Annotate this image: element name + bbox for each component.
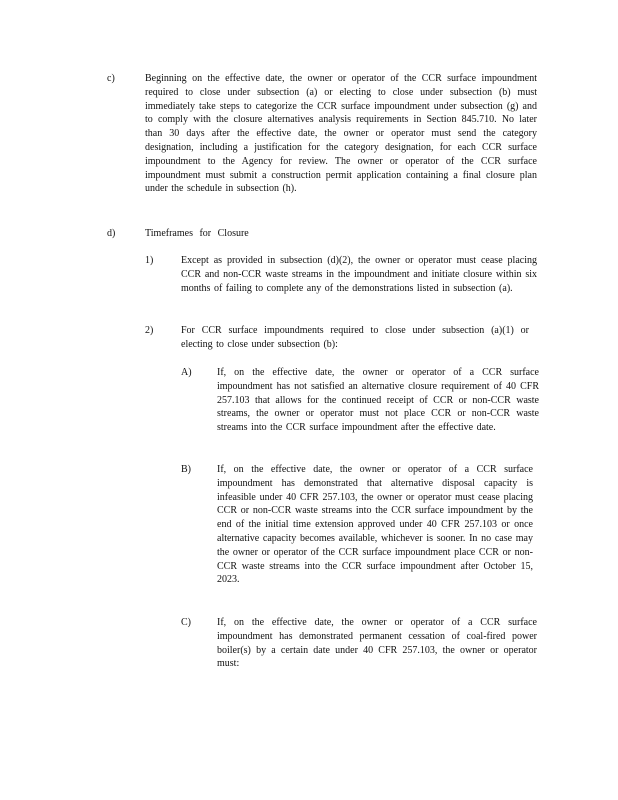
subitem-b-text: If, on the effective date, the owner or operator of a CCR surface impoundment has demonstrated that alternative disposal capacity is infeasible under 40 CFR 257.103, the owner or operator must cease placing CCR or non-CCR waste streams into the CCR surface impoundment by the end of the initial time extension approved under 40 CFR 257.103 or once alternative capacity becomes available, whichever is sooner. In no case may the owner or operator of the CCR surface impoundment place CCR or non-CCR waste streams into the CCR surface impoundment after October 15, 2023. [217, 464, 533, 586]
subitem-c-text: If, on the effective date, the owner or operator of a CCR surface impoundment has demonstrated permanent cessation of coal-fired power boiler(s) by a certain date under 40 CFR 257.103, the owner or operator must: [217, 617, 537, 670]
subitem-c-label: C) [181, 617, 191, 628]
subsection-d-label: d) [107, 228, 116, 239]
subitem-a-label: A) [181, 367, 192, 378]
item-1-label: 1) [145, 255, 154, 266]
subitem-b-label: B) [181, 464, 191, 475]
subitem-a-text: If, on the effective date, the owner or operator of a CCR surface impoundment has not satisfied an alternative closure requirement of 40 CFR 257.103 that allows for the continued receipt of CCR or non-CCR waste streams, the owner or operator must not place CCR or non-CCR waste streams into the CCR surface impoundment after the effective date. [217, 367, 539, 434]
subsection-d-heading: Timeframes for Closure [145, 228, 249, 239]
subsection-c-label: c) [107, 73, 115, 84]
item-2-label: 2) [145, 325, 154, 336]
item-2-text: For CCR surface impoundments required to close under subsection (a)(1) or electing to close under subsection (b): [181, 325, 529, 350]
subsection-c-text: Beginning on the effective date, the owner or operator of the CCR surface impoundment required to close under subsection (a) or electing to close under subsection (b) must immediately take steps to categorize the CCR surface impoundment under subsection (g) and to comply with the closure alternatives analysis requirements in Section 845.710. No later than 30 days after the effective date, the owner or operator must send the category designation, including a justification for the category designation, for each CCR surface impoundment to the Agency for review. The owner or operator of the CCR surface impoundment must submit a construction permit application containing a final closure plan under the schedule in subsection (h). [145, 73, 537, 195]
item-1-text: Except as provided in subsection (d)(2), the owner or operator must cease placing CCR and non-CCR waste streams in the impoundment and initiate closure within six months of failing to complete any of the demonstrations listed in subsection (a). [181, 255, 537, 294]
